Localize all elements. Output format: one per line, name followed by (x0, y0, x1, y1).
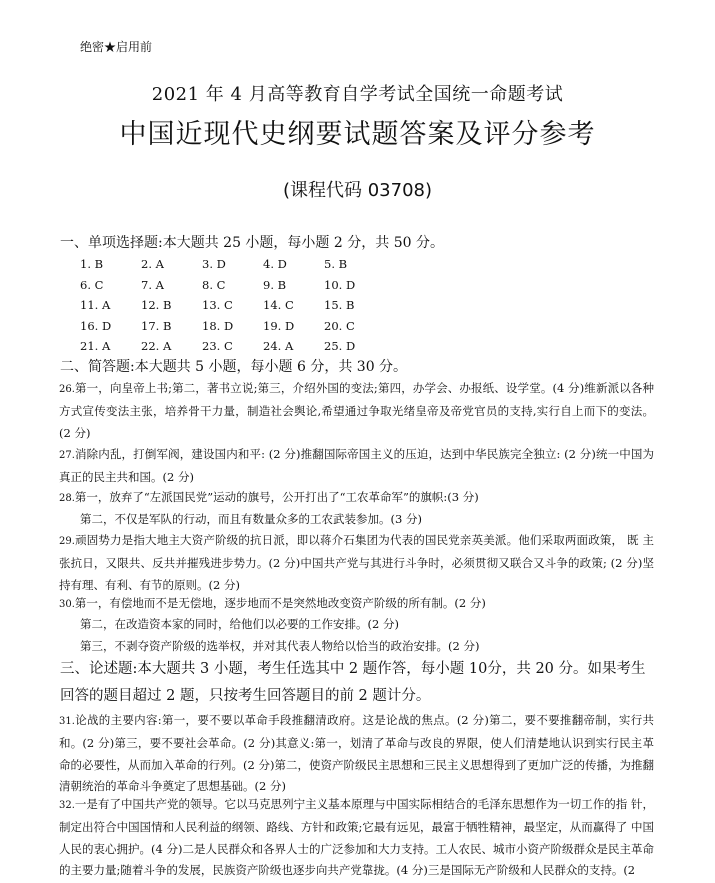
mcq-answer: 12. B (141, 298, 172, 313)
mcq-answer: 25. D (324, 339, 356, 354)
answer-text: 第一，有偿地而不是无偿地，逐步地而不是突然地改变资产阶级的所有制。(2 分) (74, 596, 486, 610)
mcq-answer: 9. B (263, 277, 287, 292)
main-title: 中国近现代史纲要试题答案及评分参考 (119, 119, 596, 150)
answer-28-part1 (59, 487, 654, 510)
answer-32 (59, 794, 654, 882)
mcq-answer: 18. D (202, 318, 234, 333)
mcq-answer: 13. C (202, 298, 233, 313)
mcq-answer: 22. A (141, 339, 172, 354)
mcq-row (80, 254, 400, 275)
question-number: 30. (59, 599, 75, 610)
question-number: 27. (59, 450, 75, 461)
answer-text: 论战的主要内容:第一，要不要以革命手段推翻清政府。这是论战的焦点。(2 分)第二，要不要推翻帝制，实行共和。(2 分)第三，要不要社会革命。(2 分)其意义:第一，划清了革命与改良的界限，使人们清楚地认识到实行民主革命的必要性，从而加入革命的行列。(2 分)第二，使资产阶级民主思想和三民主义思想得到了更加广泛的传播，为推翻清朝统治的革命斗争奠定了思想基础。(2 分) (59, 713, 654, 794)
section1-heading: 一、单项选择题:本大题共 25 小题，每小题 2 分，共 50 分。 (60, 235, 444, 251)
answer-text: 一是有了中国共产党的领导。它以马克思列宁主义基本原理与中国实际相结合的毛泽东思想作为一切工作的指 针，制定出符合中国国情和人民利益的纲领、路线、方针和政策;它最有远见，最富于牺牲精神，最坚定，从而赢得了 中国人民的衷心拥护。(4 分)二是人民群众和各界人士的广泛参加和大力支持。工人农民、城市小资产阶级群众是民主革命的主要力量;随着斗争的发展，民族资产阶级也逐步向共产党靠拢。(4 分)三是国际无产阶级和人民群众的支持。(2 (59, 797, 654, 878)
mcq-row (80, 295, 400, 316)
answer-30-part1 (59, 593, 654, 616)
answer-28-part2: 第二，不仅是军队的行动，而且有数量众多的工农武装参加。(3 分) (80, 512, 422, 526)
section2-heading: 二、简答题:本大题共 5 小题，每小题 6 分，共 30 分。 (60, 359, 408, 375)
mcq-answer: 4. D (263, 257, 287, 272)
section3-heading: 三、论述题:本大题共 3 小题，考生任选其中 2 题作答，每小题 10分，共 20 分。如果考生回答的题目超过 2 题，只按考生回答题目的前 2 题计分。 (60, 661, 646, 704)
secret-label: 绝密★启用前 (80, 40, 153, 54)
answer-26 (59, 378, 654, 444)
answer-30-part3: 第三，不剥夺资产阶级的选举权，并对其代表人物给以恰当的政治安排。(2 分) (80, 639, 480, 653)
question-number: 31. (59, 716, 75, 727)
answer-29 (59, 530, 654, 596)
mcq-answer: 14. C (263, 298, 294, 313)
mcq-answer: 21. A (80, 339, 111, 354)
answer-30-part2: 第二，在改造资本家的同时，给他们以必要的工作安排。(2 分) (80, 617, 399, 631)
mcq-answer-grid (80, 254, 400, 357)
question-number: 32. (59, 800, 75, 811)
mcq-row (80, 275, 400, 296)
mcq-answer: 17. B (141, 318, 172, 333)
mcq-row (80, 316, 400, 337)
mcq-answer: 23. C (202, 339, 233, 354)
mcq-answer: 7. A (141, 277, 164, 292)
mcq-answer: 11. A (80, 298, 111, 313)
answer-27 (59, 444, 654, 489)
answer-text: 第一，放弃了“左派国民党”运动的旗号，公开打出了“工农革命军”的旗帜:(3 分) (74, 490, 479, 504)
mcq-answer: 19. D (263, 318, 295, 333)
mcq-answer: 16. D (80, 318, 112, 333)
exam-title: 2021 年 4 月高等教育自学考试全国统一命题考试 (151, 84, 564, 105)
mcq-answer: 3. D (202, 257, 226, 272)
question-number: 26. (59, 384, 75, 395)
mcq-answer: 6. C (80, 277, 104, 292)
question-number: 29. (59, 536, 75, 547)
mcq-answer: 10. D (324, 277, 356, 292)
answer-text: 顽固势力是指大地主大资产阶级的抗日派，即以蒋介石集团为代表的国民党亲英美派。他们采取两面政策， 既 主张抗日，又限共、反共并摧残进步势力。(2 分)中国共产党与其进行斗争时，必须贯彻又联合又斗争的政策; (2 分)坚持有理、有利、有节的原则。(2 分) (59, 533, 654, 592)
mcq-row (80, 336, 400, 357)
mcq-answer: 15. B (324, 298, 355, 313)
mcq-answer: 5. B (324, 257, 348, 272)
mcq-answer: 20. C (324, 318, 355, 333)
mcq-answer: 8. C (202, 277, 226, 292)
mcq-answer: 1. B (80, 257, 104, 272)
answer-text: 消除内乱，打倒军阀，建设国内和平: (2 分)推翻国际帝国主义的压迫，达到中华民族完全独立: (2 分)统一中国为真正的民主共和国。(2 分) (59, 447, 654, 484)
mcq-answer: 2. A (141, 257, 164, 272)
course-code: (课程代码 03708) (282, 180, 433, 201)
question-number: 28. (59, 493, 75, 504)
answer-text: 第一，向皇帝上书;第二，著书立说;第三，介绍外国的变法;第四，办学会、办报纸、设学堂。(4 分)维新派以各种方式宣传变法主张，培养骨干力量，制造社会舆论,希望通过争取光绪皇帝及帝党官员的支持,实行自上而下的变法。 (2 分) (59, 381, 654, 440)
mcq-answer: 24. A (263, 339, 294, 354)
answer-31 (59, 710, 654, 798)
